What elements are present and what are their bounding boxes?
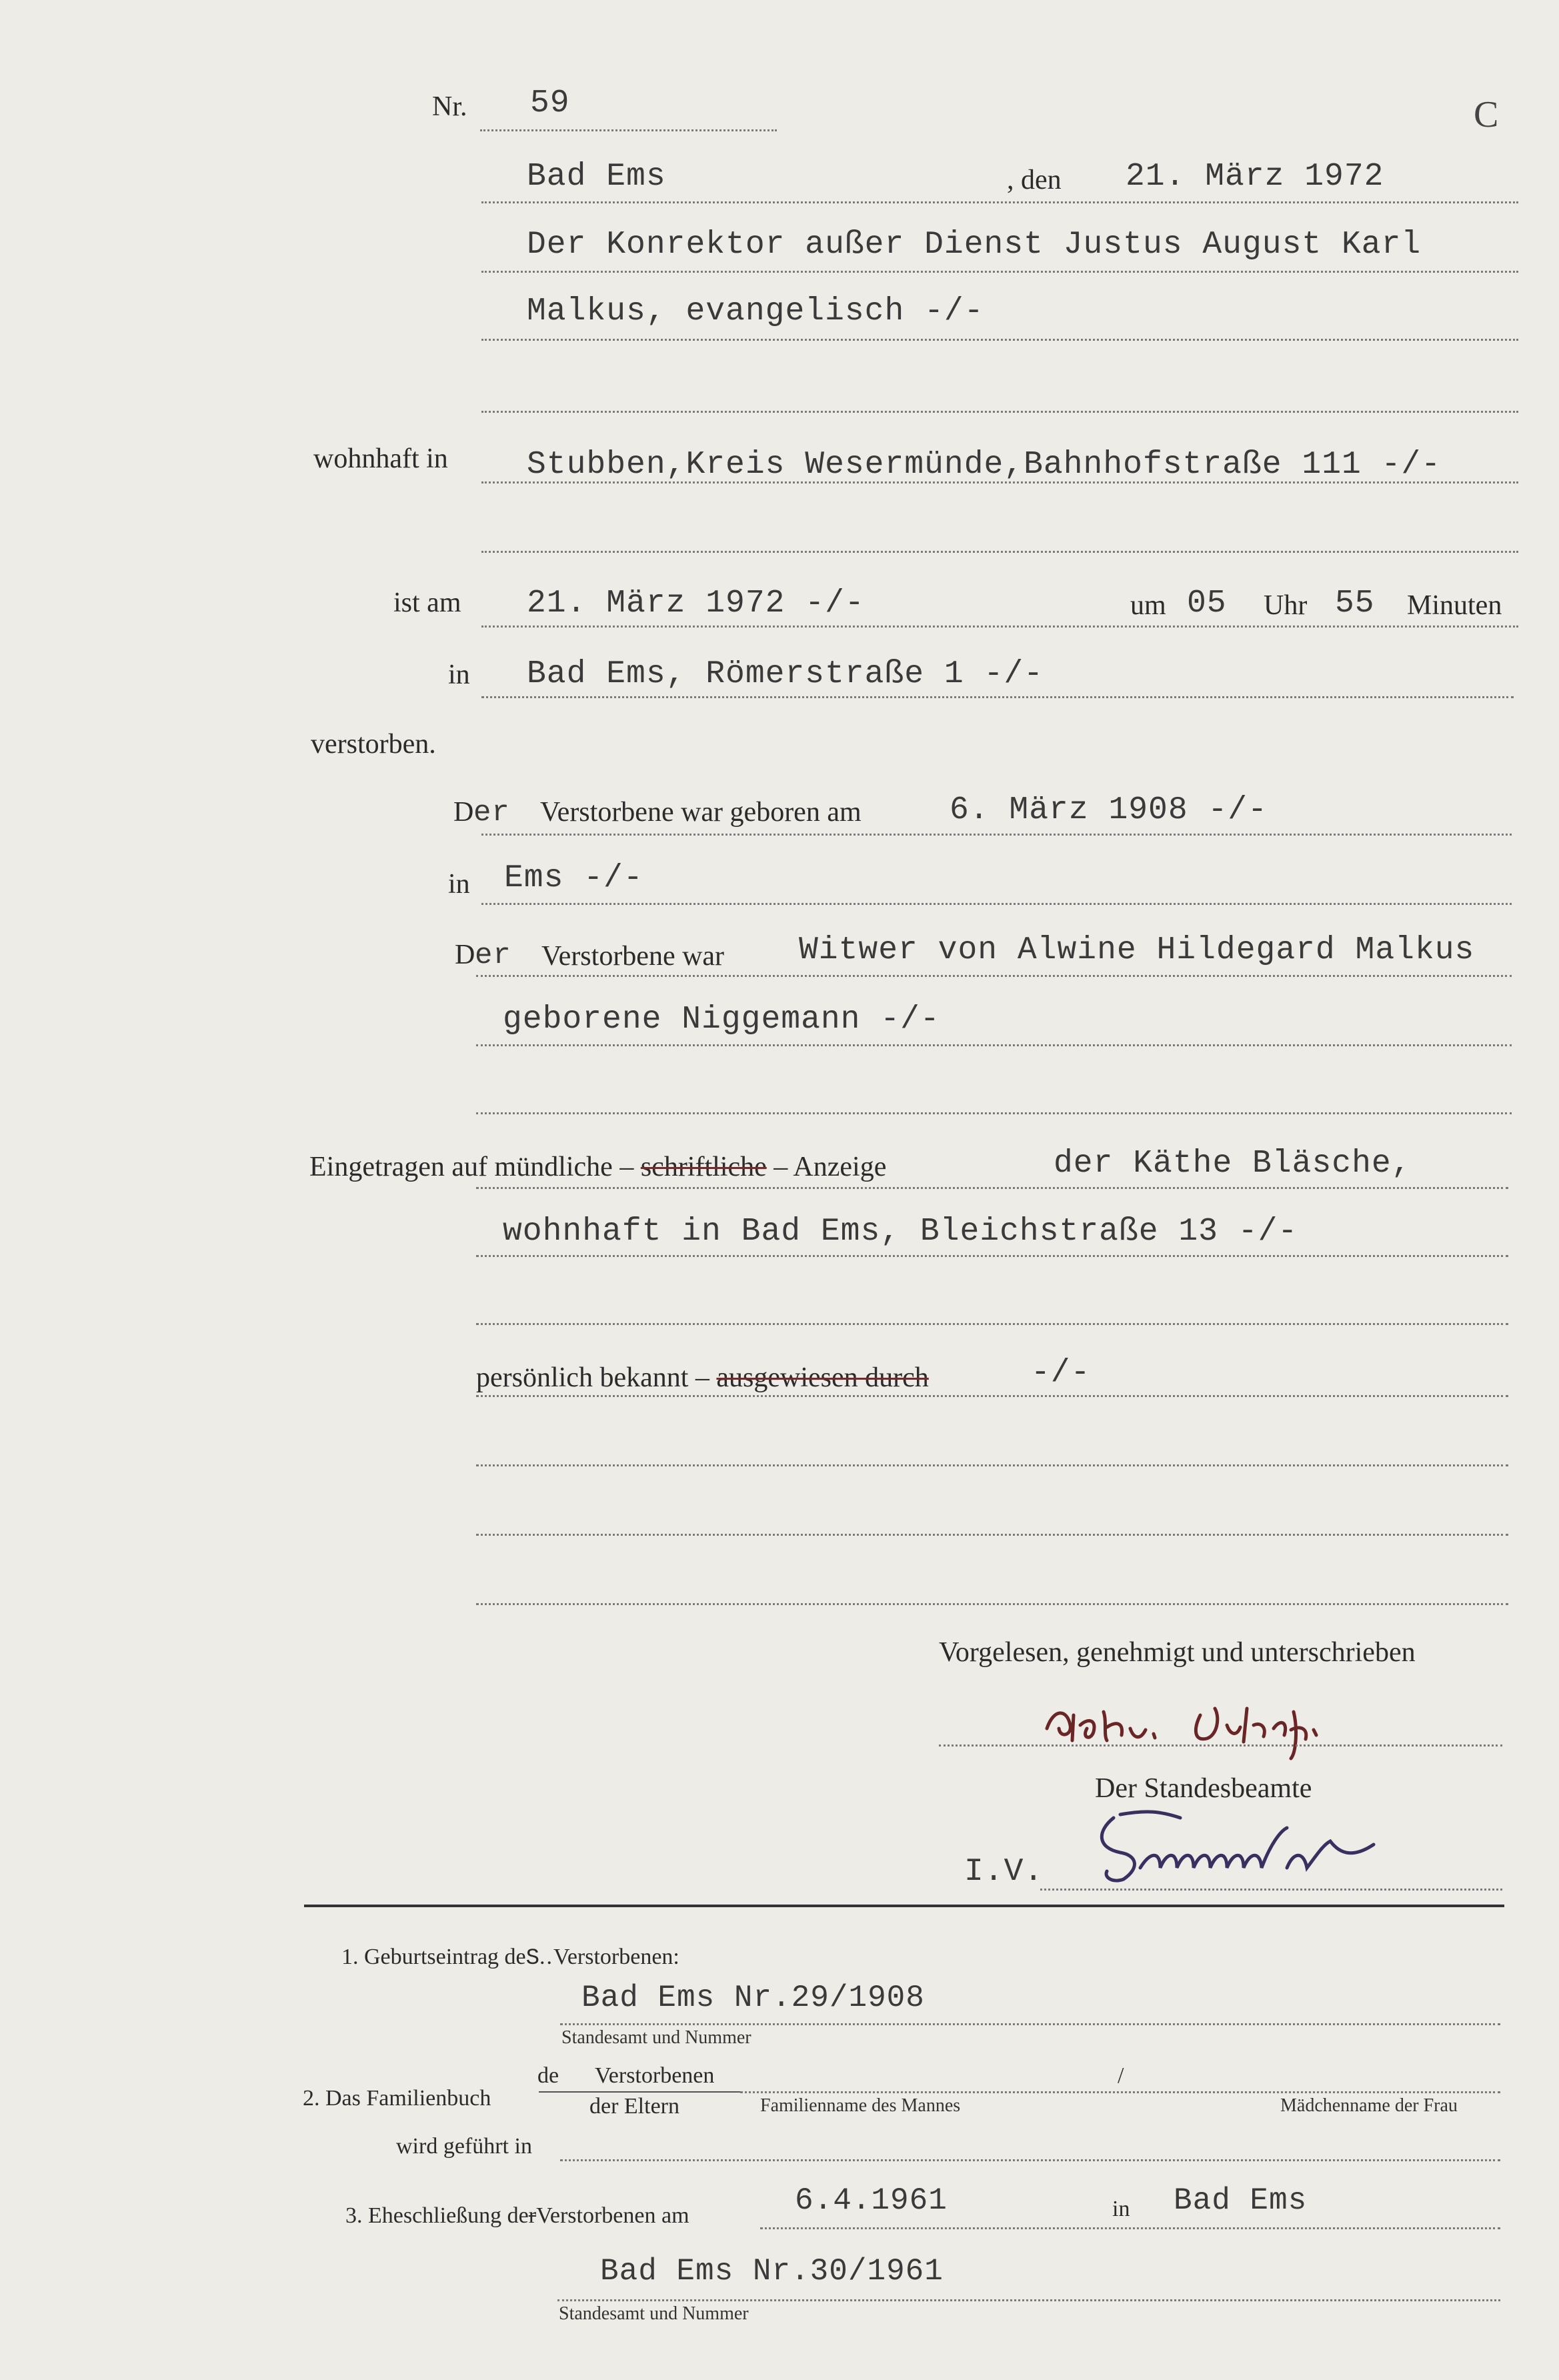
birth-place-label: in <box>448 869 470 900</box>
empty-line-6 <box>476 1534 1508 1536</box>
declarant-line-1-rule <box>481 271 1518 273</box>
birth-label-d: D <box>453 797 474 828</box>
registrar-signature-line <box>1040 1889 1502 1891</box>
marital-line-2 <box>476 1044 1512 1046</box>
empty-line-5 <box>476 1464 1508 1466</box>
footer-item2-caption-right: Mädchenname der Frau <box>1280 2095 1458 2116</box>
footer-item3-r: r <box>528 2203 537 2228</box>
footer-item2-verstorbenen: Verstorbenen <box>595 2063 715 2088</box>
birth-date-line <box>481 834 1512 836</box>
identification-label-pre: persönlich bekannt – <box>476 1362 709 1393</box>
declarant-line-2: Malkus, evangelisch -/- <box>527 293 984 329</box>
marital-line-1 <box>476 975 1512 977</box>
form-letter: C <box>1474 94 1499 135</box>
footer-item2-eltern: der Eltern <box>589 2094 679 2119</box>
nr-line <box>480 129 777 131</box>
registrar-label-rest: Standesbeamte <box>1144 1773 1312 1804</box>
footer-item3-verst: Verstorbenen am <box>536 2203 689 2228</box>
death-hour: 05 <box>1187 585 1227 622</box>
marital-label-er: er <box>475 939 511 972</box>
registration-label-post: – Anzeige <box>773 1152 887 1182</box>
closing-text: Vorgelesen, genehmigt und unterschrieben <box>939 1637 1416 1668</box>
place-value: Bad Ems <box>527 159 666 195</box>
residence-value: Stubben,Kreis Wesermünde,Bahnhofstraße 111 -/- <box>527 447 1442 483</box>
footer-item2-wird-line <box>560 2159 1500 2161</box>
death-date-label: ist am <box>393 587 461 618</box>
footer-item1-value: Bad Ems Nr.29/1908 <box>581 1981 925 2015</box>
residence-label: wohnhaft in <box>313 443 448 474</box>
place-date-line <box>481 201 1518 203</box>
empty-line-1 <box>481 411 1518 413</box>
date-value: 21. März 1972 <box>1126 159 1384 195</box>
death-place-value: Bad Ems, Römerstraße 1 -/- <box>527 656 1044 692</box>
marital-label-d: D <box>455 940 475 970</box>
identification-value: -/- <box>1031 1355 1091 1391</box>
registration-line-2 <box>476 1255 1508 1257</box>
footer-item2-wird: wird geführt in <box>396 2134 532 2159</box>
footer-item3-label-main: 3. Eheschließung de <box>345 2203 529 2228</box>
nr-value: 59 <box>530 85 570 121</box>
registration-value-2: wohnhaft in Bad Ems, Bleichstraße 13 -/- <box>503 1214 1298 1250</box>
footer-item3-in: in <box>1112 2197 1130 2221</box>
registration-label-struck: schriftliche <box>640 1152 767 1182</box>
footer-item2-fraction-line <box>539 2091 740 2093</box>
footer-item3-date: 6.4.1961 <box>795 2183 948 2218</box>
identification-label <box>476 1362 929 1394</box>
empty-line-7 <box>476 1603 1508 1605</box>
den-label: , den <box>1007 165 1062 195</box>
iv-label: I.V. <box>964 1854 1044 1890</box>
footer-item3-line <box>760 2227 1500 2229</box>
footer-item3-label <box>345 2203 689 2229</box>
death-place-line <box>481 696 1514 698</box>
nr-label: Nr. <box>432 91 467 122</box>
marital-value-1: Witwer von Alwine Hildegard Malkus <box>799 932 1475 968</box>
registration-label <box>309 1151 886 1183</box>
um-label: um <box>1130 590 1166 621</box>
footer-item1-line <box>560 2023 1500 2025</box>
uhr-label: Uhr <box>1264 590 1308 621</box>
footer-item1-label-main: 1. Geburtseintrag de <box>341 1945 526 1969</box>
footer-item2-line <box>740 2091 1500 2093</box>
footer-item3-place: Bad Ems <box>1174 2183 1308 2218</box>
section-divider <box>304 1905 1504 1907</box>
empty-line-2 <box>481 551 1518 553</box>
informant-signature <box>1040 1688 1454 1762</box>
registrar-label <box>1095 1772 1312 1805</box>
identification-label-struck: ausgewiesen durch <box>716 1362 929 1393</box>
minuten-label: Minuten <box>1407 590 1502 621</box>
empty-line-3 <box>476 1112 1512 1114</box>
declarant-line-1: Der Konrektor außer Dienst Justus August Karl <box>527 227 1422 263</box>
registrar-signature <box>1087 1805 1487 1891</box>
footer-item2-de: de <box>537 2063 559 2088</box>
footer-item3-caption: Standesamt und Nummer <box>559 2303 749 2324</box>
footer-item1-label-s: S <box>525 1946 540 1971</box>
death-date-value: 21. März 1972 -/- <box>527 585 865 622</box>
registrar-label-de: Der <box>1095 1773 1137 1804</box>
verstorben-label: verstorben. <box>311 729 436 760</box>
registration-line-1 <box>476 1187 1508 1189</box>
footer-item1-label-end: Verstorbenen: <box>553 1945 679 1969</box>
identification-line <box>476 1395 1508 1397</box>
footer-item1-label <box>341 1945 679 1971</box>
birth-date-value: 6. März 1908 -/- <box>950 792 1268 828</box>
empty-line-4 <box>476 1323 1508 1325</box>
birth-place-line <box>481 903 1512 905</box>
residence-line <box>481 481 1518 483</box>
footer-item1-dots: .. <box>539 1945 554 1969</box>
footer-item3-value-line <box>557 2299 1500 2301</box>
informant-signature-line <box>939 1744 1502 1746</box>
death-date-line <box>481 626 1518 628</box>
birth-label: Verstorbene war geboren am <box>540 797 862 828</box>
marital-value-2: geborene Niggemann -/- <box>503 1002 940 1038</box>
registration-label-pre: Eingetragen auf mündliche – <box>309 1152 634 1182</box>
footer-item3-value: Bad Ems Nr.30/1961 <box>600 2254 944 2289</box>
birth-place-value: Ems -/- <box>504 860 643 896</box>
birth-label-er: er <box>473 796 510 830</box>
footer-item2-slash: / <box>1118 2063 1124 2088</box>
registration-value-1: der Käthe Bläsche, <box>1054 1146 1412 1182</box>
marital-label: Verstorbene war <box>541 941 725 972</box>
footer-item2-caption-left: Familienname des Mannes <box>760 2095 961 2116</box>
death-place-label: in <box>448 660 470 690</box>
death-minutes: 55 <box>1335 585 1375 622</box>
footer-item2-label: 2. Das Familienbuch <box>303 2086 491 2111</box>
footer-item1-caption: Standesamt und Nummer <box>561 2027 751 2048</box>
declarant-line-2-rule <box>481 339 1518 341</box>
